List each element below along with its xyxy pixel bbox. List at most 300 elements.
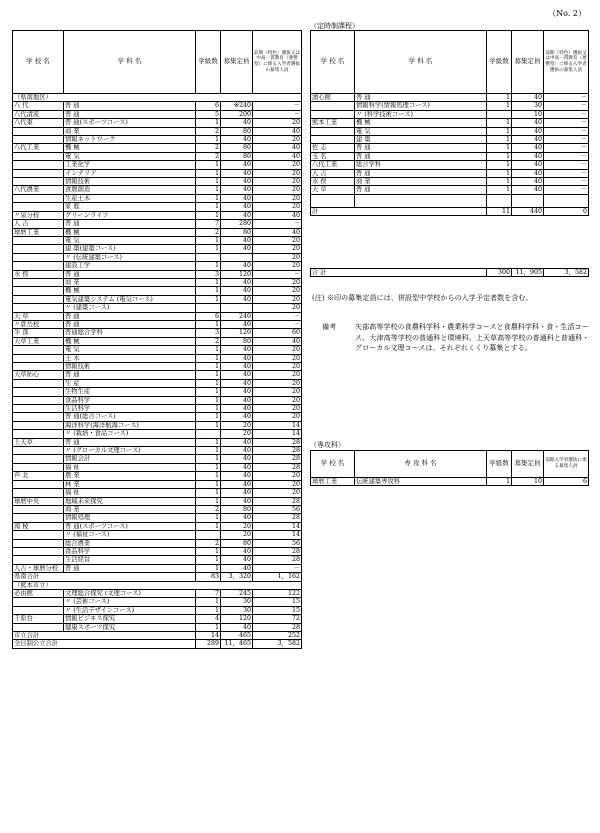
cell-dept: 普 通 <box>64 102 196 110</box>
total-c: 289 <box>196 640 221 648</box>
cell-school: 人吉・球磨分校 <box>13 564 64 572</box>
spacer-row <box>311 194 589 207</box>
cell-dept: 機 械 <box>355 119 487 127</box>
cell-dept: 生活科学 <box>64 405 196 413</box>
cell-dept: 機 械 <box>64 287 196 295</box>
cell-classes: 7 <box>196 220 221 228</box>
cell-special: 20 <box>253 354 302 362</box>
table-row <box>13 589 302 597</box>
cell-dept: インテリア <box>64 169 196 177</box>
cell-special: 20 <box>253 203 302 211</box>
cell-special: 20 <box>253 489 302 497</box>
teiji-caption: （定時制課程） <box>310 22 359 30</box>
cell-classes: 1 <box>196 463 221 471</box>
table-row <box>13 606 302 614</box>
cell-special: 14 <box>253 522 302 530</box>
cell-classes: 2 <box>196 152 221 160</box>
table-row <box>13 236 302 244</box>
table-row <box>13 623 302 631</box>
cell-school <box>13 161 64 169</box>
table-row <box>13 388 302 396</box>
total-s: 3，582 <box>253 640 302 648</box>
cell-dept: 普 通 <box>355 186 487 194</box>
senko-table <box>310 450 589 486</box>
cell-school <box>13 489 64 497</box>
cell-classes: 1 <box>487 161 512 169</box>
cell-dept: 電 気 <box>64 346 196 354</box>
cell-school: 八 代 <box>13 102 64 110</box>
header-special: 前期（特色）選抜又は中高一貫教育（連携型）に係る入学者選抜の募集人員 <box>253 31 302 94</box>
cell-school: 熊本工業 <box>311 119 355 127</box>
cell-school <box>13 556 64 564</box>
cell-school <box>311 102 355 110</box>
cell-school: 人 吉 <box>311 169 355 177</box>
cell-classes: 2 <box>196 505 221 513</box>
cell-classes: 2 <box>196 539 221 547</box>
total-s: 0 <box>544 207 589 215</box>
cell-school: 芦 北 <box>13 472 64 480</box>
table-row <box>13 228 302 236</box>
cell-school: 八代清流 <box>13 110 64 118</box>
cell-quota: 40 <box>221 186 253 194</box>
table-row <box>13 346 302 354</box>
cell-quota: 80 <box>221 152 253 160</box>
cell-quota: 40 <box>221 514 253 522</box>
cell-quota: 20 <box>221 522 253 530</box>
table-row <box>13 421 302 429</box>
total-row <box>13 640 302 648</box>
table-row <box>13 472 302 480</box>
cell-special: 20 <box>253 278 302 286</box>
cell-classes: 1 <box>196 186 221 194</box>
cell-dept: 普 通 <box>64 270 196 278</box>
cell-quota: 40 <box>221 489 253 497</box>
cell-quota: 40 <box>512 169 544 177</box>
senko-header-quota: 募集定員 <box>512 451 544 478</box>
cell-dept: 総合学科 <box>355 161 487 169</box>
total-s: 1，162 <box>253 573 302 581</box>
cell-quota: 30 <box>512 102 544 110</box>
cell-special: 28 <box>253 556 302 564</box>
cell-special: － <box>544 152 589 160</box>
cell-special: 28 <box>253 623 302 631</box>
cell-dept: 生 産 <box>64 379 196 387</box>
table-row <box>13 430 302 438</box>
cell-special: 28 <box>253 438 302 446</box>
cell-special: 15 <box>253 606 302 614</box>
cell-quota: 20 <box>221 430 253 438</box>
cell-quota: 40 <box>221 371 253 379</box>
cell-school <box>13 379 64 387</box>
cell-school: 水 俣 <box>13 270 64 278</box>
cell-dept: 情報会計 <box>64 455 196 463</box>
cell-quota: 80 <box>221 228 253 236</box>
table-row <box>311 102 589 110</box>
cell-dept: 機 械 <box>64 144 196 152</box>
table-row <box>311 136 589 144</box>
cell-quota: ※240 <box>221 102 253 110</box>
cell-school <box>13 606 64 614</box>
cell-special: 40 <box>253 152 302 160</box>
cell-quota: 40 <box>221 564 253 572</box>
cell-dept: 土 木 <box>64 354 196 362</box>
cell-special: 20 <box>253 304 302 312</box>
cell-school: 水 俣 <box>311 178 355 186</box>
table-row <box>13 304 302 312</box>
table-row <box>13 169 302 177</box>
cell-dept: 〃 (伝統建築コース) <box>64 253 196 261</box>
cell-dept: 商 業 <box>64 505 196 513</box>
table-row <box>311 152 589 160</box>
total-label: 全日制公立合計 <box>13 640 196 648</box>
teiji-header-special: 前期（特色）選抜又は中高一貫教育（連携型）に係る入学者選抜の募集人員 <box>544 31 589 94</box>
total-row <box>13 573 302 581</box>
cell-classes: 1 <box>196 371 221 379</box>
cell-dept: 情報処理 <box>64 514 196 522</box>
cell-dept: 普 通 <box>355 94 487 102</box>
cell-dept: 電 気 <box>355 127 487 135</box>
cell-special: 20 <box>253 178 302 186</box>
table-row <box>13 127 302 135</box>
table-row <box>13 363 302 371</box>
cell-school: 八代工業 <box>311 161 355 169</box>
cell-dept: 建 築(建築コース) <box>64 245 196 253</box>
cell-classes: 1 <box>196 413 221 421</box>
cell-quota <box>221 253 253 261</box>
cell-quota: 30 <box>221 598 253 606</box>
cell-school <box>13 430 64 438</box>
cell-school <box>13 136 64 144</box>
cell-school <box>13 421 64 429</box>
cell-school: 上天草 <box>13 438 64 446</box>
cell-special: 20 <box>253 136 302 144</box>
cell-dept: 食農創造 <box>64 186 196 194</box>
cell-quota: 40 <box>221 472 253 480</box>
cell-quota: 40 <box>221 379 253 387</box>
table-row <box>311 178 589 186</box>
cell-quota: 40 <box>221 463 253 471</box>
cell-special: － <box>253 312 302 320</box>
cell-special: － <box>544 127 589 135</box>
cell-special: 6 <box>544 478 589 486</box>
cell-school: 球磨工業 <box>311 478 355 486</box>
table-row <box>13 413 302 421</box>
cell-classes: 1 <box>196 379 221 387</box>
table-row <box>13 455 302 463</box>
cell-school <box>13 295 64 303</box>
table-row <box>13 556 302 564</box>
cell-dept: 海洋科学(海洋航海コース) <box>64 421 196 429</box>
table-row <box>311 144 589 152</box>
total-c: 14 <box>196 632 221 640</box>
cell-classes: 1 <box>487 144 512 152</box>
table-row <box>13 379 302 387</box>
table-row <box>13 203 302 211</box>
cell-quota: 40 <box>221 278 253 286</box>
cell-classes: 7 <box>196 589 221 597</box>
cell-quota: 240 <box>221 312 253 320</box>
table-row <box>13 329 302 337</box>
table-row <box>13 489 302 497</box>
cell-dept: 伝統建築専攻科 <box>355 478 487 486</box>
cell-quota: 30 <box>221 606 253 614</box>
cell-classes: 1 <box>487 478 512 486</box>
cell-school: 湧心館 <box>311 94 355 102</box>
cell-quota: 280 <box>221 220 253 228</box>
table-row <box>13 531 302 539</box>
cell-quota: 40 <box>221 287 253 295</box>
cell-quota: 20 <box>221 531 253 539</box>
cell-classes <box>196 304 221 312</box>
cell-school: 天 草 <box>13 312 64 320</box>
cell-classes <box>196 531 221 539</box>
header-classes: 学級数 <box>196 31 221 94</box>
cell-quota: 40 <box>512 144 544 152</box>
cell-special: 20 <box>253 287 302 295</box>
cell-special: － <box>253 564 302 572</box>
cell-school: 必由館 <box>13 589 64 597</box>
cell-quota: 80 <box>221 127 253 135</box>
table-row <box>13 615 302 623</box>
teiji-header-dept: 学 科 名 <box>355 31 487 94</box>
cell-classes: 1 <box>196 514 221 522</box>
cell-school <box>13 388 64 396</box>
cell-school <box>13 463 64 471</box>
cell-special: 20 <box>253 262 302 270</box>
cell-classes: 1 <box>196 606 221 614</box>
cell-special: － <box>253 270 302 278</box>
table-row <box>13 211 302 219</box>
cell-special: 28 <box>253 447 302 455</box>
cell-classes: 1 <box>196 522 221 530</box>
cell-quota: 40 <box>221 194 253 202</box>
cell-classes: 1 <box>196 396 221 404</box>
cell-classes: 2 <box>196 127 221 135</box>
cell-quota: 40 <box>221 203 253 211</box>
cell-classes: 1 <box>196 438 221 446</box>
cell-special: 72 <box>253 615 302 623</box>
main-school-table <box>12 30 302 649</box>
cell-quota: 40 <box>221 136 253 144</box>
teiji-header-classes: 学級数 <box>487 31 512 94</box>
cell-school: 八代農業 <box>13 186 64 194</box>
cell-special: 20 <box>253 119 302 127</box>
cell-dept: 電 気 <box>64 236 196 244</box>
table-row <box>311 119 589 127</box>
total-label: 県南合計 <box>13 573 196 581</box>
cell-dept: 普 通 <box>355 152 487 160</box>
total-q: 11，465 <box>221 640 253 648</box>
cell-dept: 食品科学 <box>64 396 196 404</box>
total-c: 11 <box>487 207 512 215</box>
cell-classes: 1 <box>196 564 221 572</box>
cell-quota: 40 <box>512 136 544 144</box>
total-label: 市立合計 <box>13 632 196 640</box>
cell-quota: 40 <box>221 388 253 396</box>
cell-dept: 普 通(スポーツコース) <box>64 119 196 127</box>
cell-quota: 40 <box>512 161 544 169</box>
cell-classes: 1 <box>487 186 512 194</box>
cell-special: － <box>544 119 589 127</box>
table-row <box>311 161 589 169</box>
cell-quota: 120 <box>221 329 253 337</box>
cell-quota: 40 <box>221 161 253 169</box>
cell-special: 20 <box>253 295 302 303</box>
cell-dept: 普 通 <box>64 110 196 118</box>
cell-dept: 情報科学(情報処理コース) <box>355 102 487 110</box>
teiji-table <box>310 30 589 216</box>
cell-classes: 1 <box>196 497 221 505</box>
cell-school <box>13 194 64 202</box>
cell-quota: 40 <box>221 169 253 177</box>
overall-total-classes: 300 <box>487 269 512 277</box>
cell-school <box>13 169 64 177</box>
cell-classes: 5 <box>196 110 221 118</box>
cell-special: 28 <box>253 497 302 505</box>
cell-school <box>13 447 64 455</box>
cell-classes: 1 <box>196 119 221 127</box>
table-row <box>13 110 302 118</box>
cell-classes: 1 <box>196 203 221 211</box>
cell-special: 40 <box>253 144 302 152</box>
cell-quota: 40 <box>221 211 253 219</box>
page-number: （No. 2） <box>548 9 586 18</box>
cell-quota: 40 <box>221 623 253 631</box>
cell-dept: 〃 (建築コース) <box>64 304 196 312</box>
cell-classes: 1 <box>196 405 221 413</box>
teiji-header-school: 学 校 名 <box>311 31 355 94</box>
cell-special: － <box>544 144 589 152</box>
cell-quota: 40 <box>221 236 253 244</box>
cell-school: 〃泉分校 <box>13 211 64 219</box>
cell-special: － <box>253 320 302 328</box>
cell-school: 八代東 <box>13 119 64 127</box>
cell-school: 天草工業 <box>13 337 64 345</box>
cell-special: 56 <box>253 539 302 547</box>
cell-special: 56 <box>253 505 302 513</box>
cell-dept: グリーンライフ <box>64 211 196 219</box>
cell-dept: 〃 (栽培・食品コース) <box>64 430 196 438</box>
cell-classes: 1 <box>196 547 221 555</box>
cell-dept: 情報技術 <box>64 363 196 371</box>
table-row <box>13 396 302 404</box>
cell-dept: 機 械 <box>64 337 196 345</box>
cell-quota: 40 <box>221 354 253 362</box>
cell-school <box>13 539 64 547</box>
cell-classes: 1 <box>196 211 221 219</box>
cell-school <box>13 405 64 413</box>
cell-quota: 40 <box>221 346 253 354</box>
cell-classes: 1 <box>487 94 512 102</box>
cell-classes <box>196 253 221 261</box>
cell-dept: 文理総合探究 (文理コース) <box>64 589 196 597</box>
total-q: 3，320 <box>221 573 253 581</box>
cell-school <box>13 236 64 244</box>
cell-special: 20 <box>253 245 302 253</box>
table-row <box>13 598 302 606</box>
cell-quota: 40 <box>221 480 253 488</box>
cell-classes: 1 <box>196 623 221 631</box>
header-school: 学 校 名 <box>13 31 64 94</box>
cell-special: 20 <box>253 253 302 261</box>
cell-dept: 普 通 <box>64 371 196 379</box>
table-row <box>13 178 302 186</box>
cell-school: 天草拓心 <box>13 371 64 379</box>
cell-quota: 20 <box>221 421 253 429</box>
table-row <box>13 354 302 362</box>
cell-quota: 40 <box>221 438 253 446</box>
cell-quota: 80 <box>221 505 253 513</box>
cell-quota: 80 <box>221 337 253 345</box>
cell-dept: 農 業 <box>64 472 196 480</box>
cell-school <box>13 152 64 160</box>
cell-school <box>13 245 64 253</box>
cell-special: 40 <box>253 211 302 219</box>
cell-quota: 40 <box>221 363 253 371</box>
cell-quota: 80 <box>221 539 253 547</box>
cell-dept: 〃 (科学技術コース) <box>355 110 487 118</box>
cell-special: － <box>544 161 589 169</box>
overall-total-table <box>310 268 589 277</box>
cell-special: － <box>544 186 589 194</box>
cell-dept: 〃 (グローカル文理コース) <box>64 447 196 455</box>
cell-quota <box>221 304 253 312</box>
total-row <box>13 632 302 640</box>
cell-special: 14 <box>253 421 302 429</box>
cell-dept: 〃 (福祉コース) <box>64 531 196 539</box>
cell-school <box>13 531 64 539</box>
bikou-label: 備考 <box>322 322 337 331</box>
cell-special: 20 <box>253 472 302 480</box>
cell-quota: 245 <box>221 589 253 597</box>
cell-special: 20 <box>253 186 302 194</box>
table-row <box>13 505 302 513</box>
cell-school <box>13 203 64 211</box>
total-label: 計 <box>311 207 487 215</box>
cell-dept: 普 通 <box>64 312 196 320</box>
cell-quota: 40 <box>512 152 544 160</box>
total-c: 83 <box>196 573 221 581</box>
cell-quota: 40 <box>221 405 253 413</box>
cell-classes: 1 <box>196 194 221 202</box>
cell-classes: 2 <box>196 228 221 236</box>
cell-quota: 40 <box>512 186 544 194</box>
cell-school <box>13 623 64 631</box>
header-dept: 学 科 名 <box>64 31 196 94</box>
cell-quota: 40 <box>221 413 253 421</box>
cell-quota: 40 <box>512 127 544 135</box>
table-row <box>13 278 302 286</box>
table-row <box>13 371 302 379</box>
cell-dept: 地域未来探究 <box>64 497 196 505</box>
cell-classes: 1 <box>196 489 221 497</box>
cell-dept: 情報ビジネス探究 <box>64 615 196 623</box>
cell-school: 人 吉 <box>13 220 64 228</box>
cell-classes: 1 <box>196 346 221 354</box>
overall-total-label: 合 計 <box>311 269 487 277</box>
table-row <box>13 405 302 413</box>
cell-classes <box>196 430 221 438</box>
cell-classes: 1 <box>487 119 512 127</box>
cell-dept: 普 通 <box>355 169 487 177</box>
cell-school: 千原台 <box>13 615 64 623</box>
table-row <box>13 287 302 295</box>
bikou-text: 矢部高等学校の食農科学科・農業科学コースと食農科学科・食・生活コース、大津高等学校の普通科と環境科、上天草高等学校の普通科と普通科・グローカル文理コースは、それぞれくくり募集とする。 <box>355 322 590 352</box>
cell-special: 20 <box>253 161 302 169</box>
table-row <box>13 253 302 261</box>
cell-dept: 普 通(スポーツコース) <box>64 522 196 530</box>
cell-school: 天 草 <box>311 186 355 194</box>
